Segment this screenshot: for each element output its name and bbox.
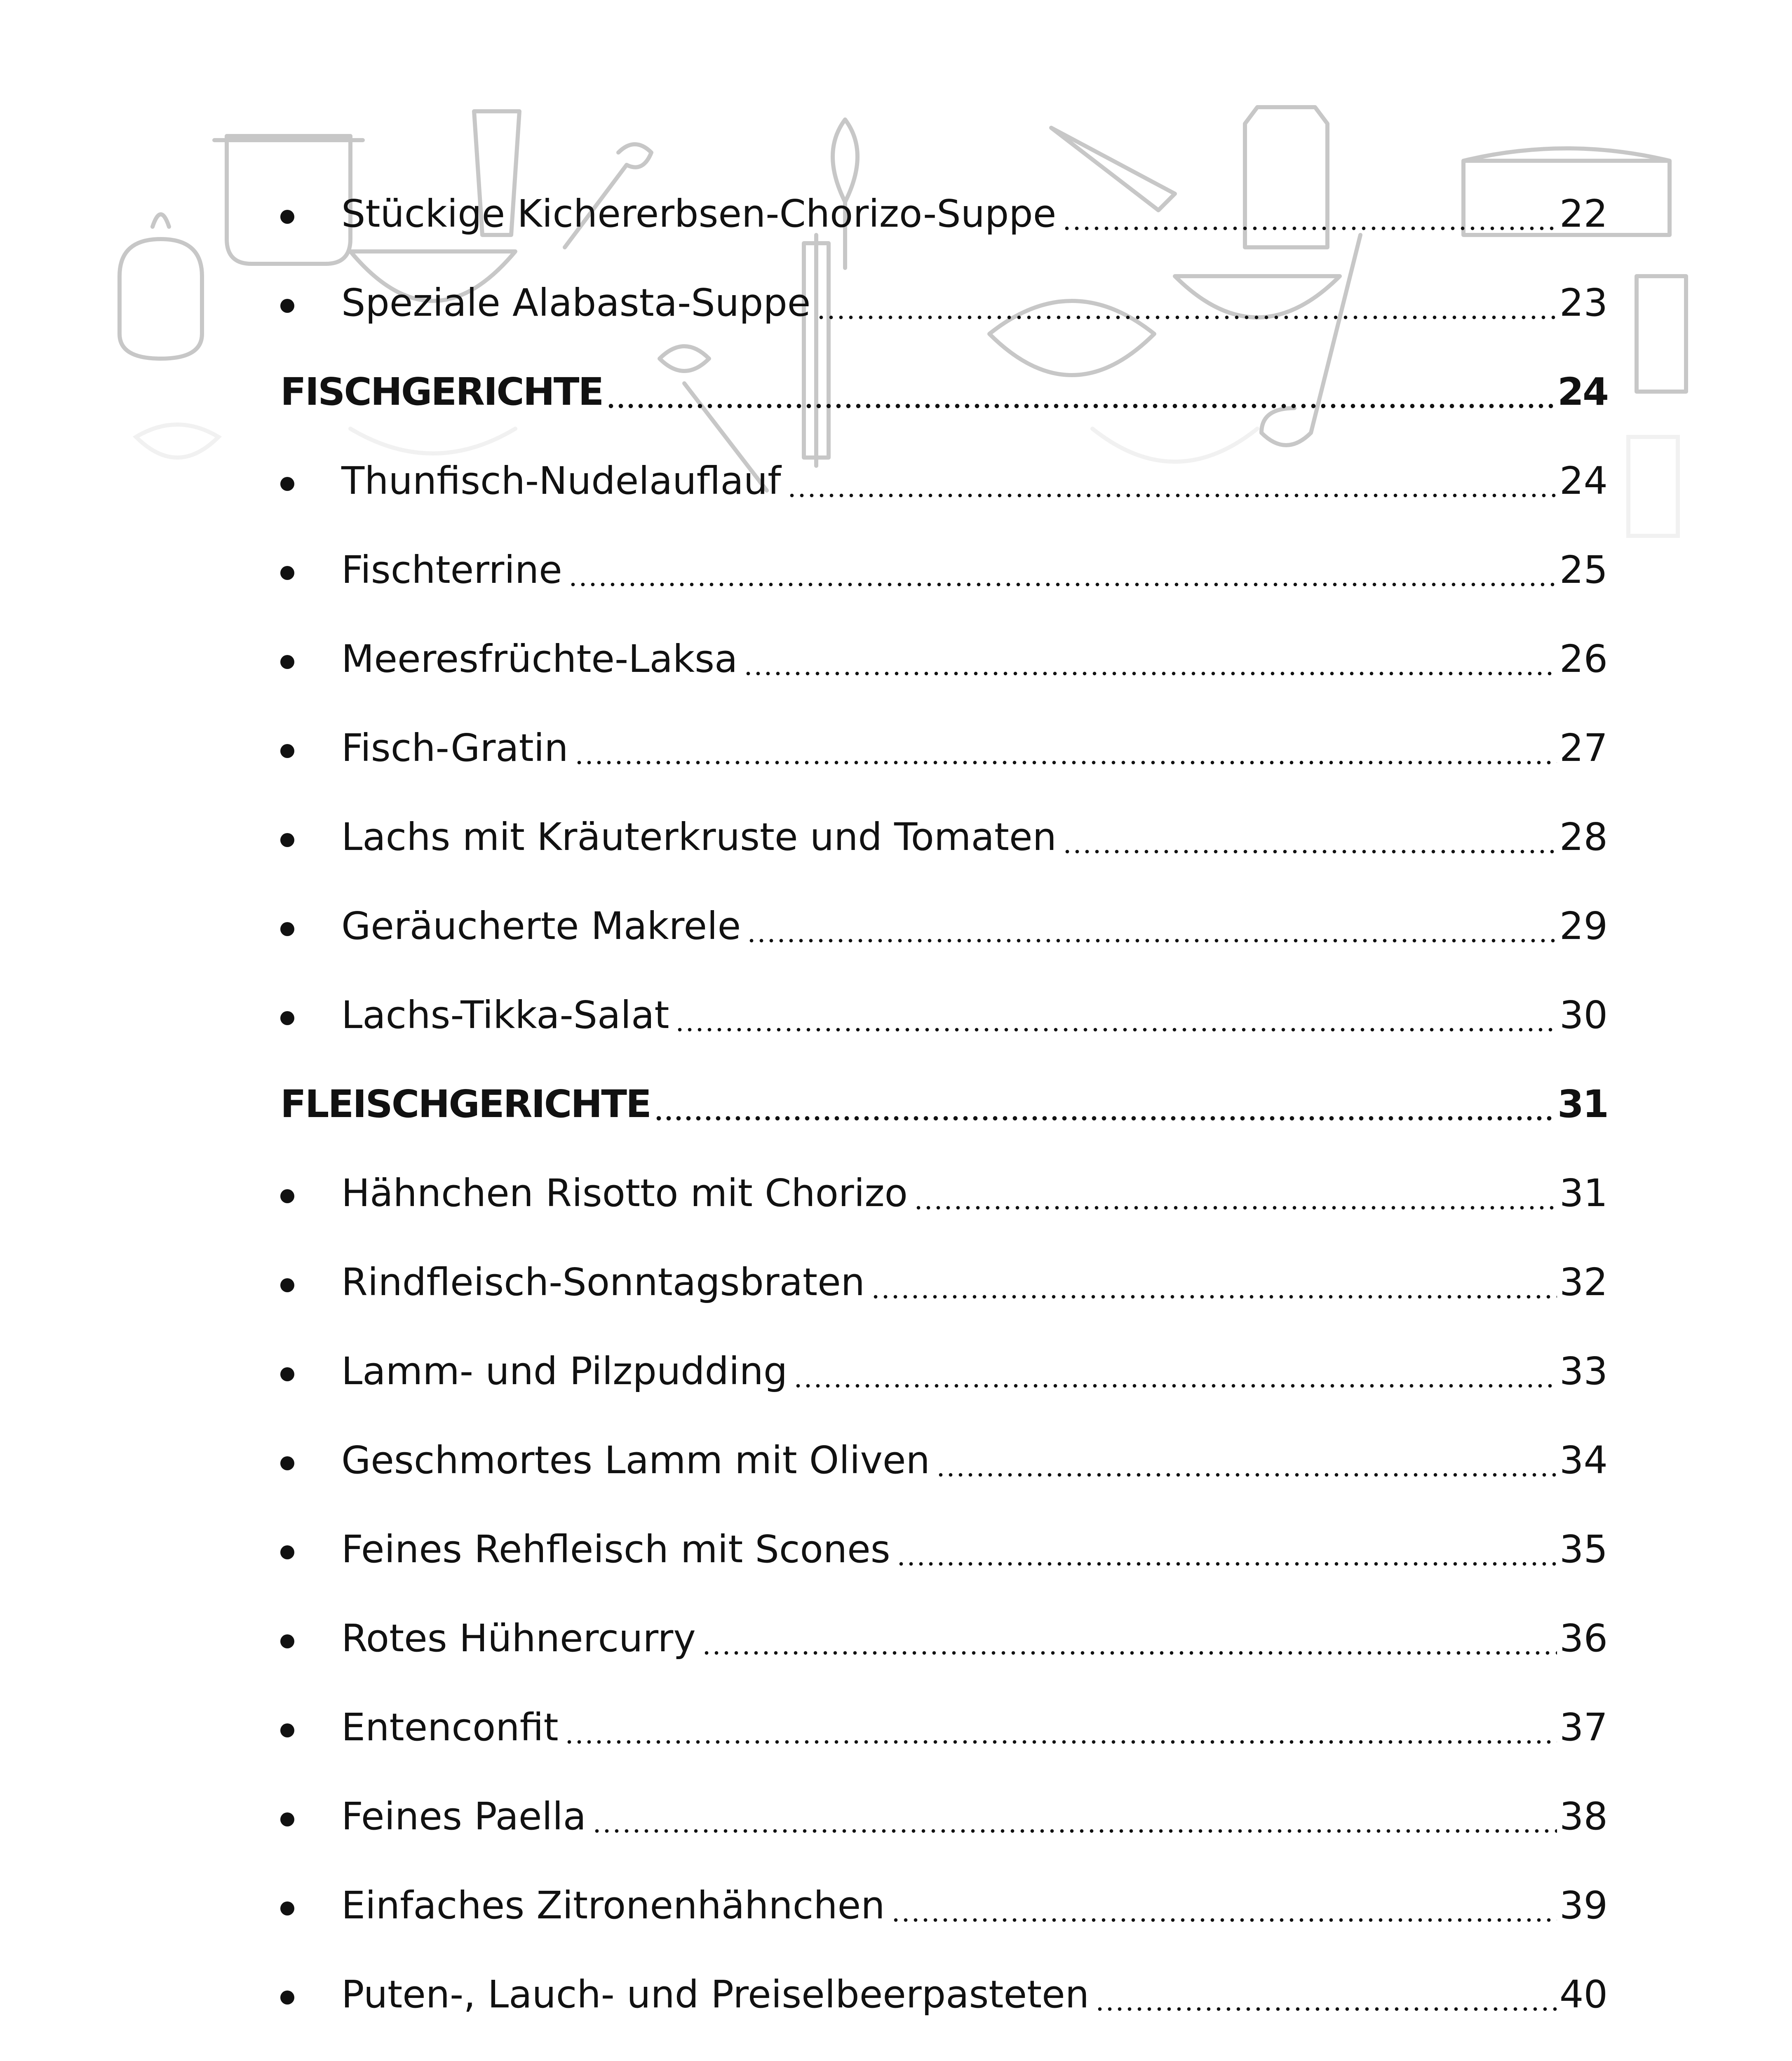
bullet-icon [280,477,294,491]
toc-entry-title: Fisch-Gratin [341,726,568,770]
toc-section-heading[interactable] [280,349,1608,414]
dot-leader [787,462,1557,500]
sugar-pot-icon [120,214,202,359]
toc-entry-page: 23 [1559,281,1608,325]
toc-entry-title: Einfaches Zitronenhähnchen [341,1883,885,1927]
grater-icon [1637,276,1686,392]
bullet-icon [280,566,294,580]
toc-entry[interactable] [280,527,1608,592]
bullet-icon [280,299,294,313]
toc-entry[interactable] [280,883,1608,948]
bullet-icon [280,1456,294,1470]
toc-entry-title: Feines Rehfleisch mit Scones [341,1527,890,1571]
toc-entry-title: Fischterrine [341,548,562,592]
toc-section-heading[interactable] [280,1061,1608,1126]
toc-entry-title: Stückige Kichererbsen-Chorizo-Suppe [341,192,1057,236]
toc-entry[interactable] [280,1239,1608,1304]
toc-entry-title: Entenconfit [341,1705,559,1749]
toc-entry-page: 24 [1559,459,1608,503]
toc-entry[interactable] [280,1329,1608,1393]
toc-entry-title: Feines Paella [341,1794,586,1838]
dot-leader [568,551,1557,589]
bullet-icon [280,744,294,758]
toc-entry-page: 27 [1559,726,1608,770]
bullet-icon [280,833,294,847]
dot-leader [1095,1976,1557,2014]
bullet-icon [280,1545,294,1559]
bullet-icon [280,1367,294,1381]
bullet-icon [280,655,294,669]
toc-entry-title: Geschmortes Lamm mit Oliven [341,1438,930,1482]
bullet-icon [280,1723,294,1737]
toc-section-title: FLEISCHGERICHTE [280,1082,651,1126]
toc-entry[interactable] [280,438,1608,503]
toc-entry-title: Puten-, Lauch- und Preiselbeerpasteten [341,1972,1090,2016]
dot-leader [747,907,1557,945]
toc-entry-page: 39 [1559,1883,1608,1927]
toc-entry[interactable] [280,1596,1608,1660]
dot-leader [574,729,1557,767]
dot-leader [1062,195,1557,233]
dot-leader [914,1174,1557,1212]
toc-section-page: 24 [1557,370,1608,414]
toc-entry-title: Rotes Hühnercurry [341,1616,696,1660]
toc-entry[interactable] [280,1418,1608,1482]
toc-entry[interactable] [280,1952,1608,2014]
bullet-icon [280,922,294,936]
toc-entry-title: Lachs mit Kräuterkruste und Tomaten [341,815,1057,859]
toc-entry-page: 33 [1559,1349,1608,1393]
toc-entry-title: Lachs-Tikka-Salat [341,993,669,1037]
toc-entry-page: 31 [1559,1171,1608,1215]
dot-leader [871,1263,1557,1301]
dot-leader [936,1441,1557,1479]
bullet-icon [280,1634,294,1648]
toc-entry[interactable] [280,1863,1608,1925]
bullet-icon [280,1901,294,1915]
dot-leader [891,1887,1557,1925]
toc-entry[interactable] [280,1150,1608,1215]
toc-entry-page: 37 [1559,1705,1608,1749]
toc-entry[interactable] [280,1685,1608,1749]
toc-entry[interactable] [280,2041,1608,2061]
bullet-icon [280,1011,294,1025]
toc-entry-page: 30 [1559,993,1608,1037]
toc-entry[interactable] [280,1774,1608,1836]
toc-entry-page: 22 [1559,192,1608,236]
dot-leader [592,1798,1557,1836]
toc-entry[interactable] [280,260,1608,325]
dot-leader [564,1709,1557,1746]
toc-entry-page: 36 [1559,1616,1608,1660]
toc-entry-page: 38 [1559,1794,1608,1838]
dot-leader [816,284,1557,322]
toc-entry-title: Thunfisch-Nudelauflauf [341,459,781,503]
toc-entry-page: 32 [1559,1260,1608,1304]
bullet-icon [280,1991,294,2005]
toc-entry-title: Rindfleisch-Sonntagsbraten [341,1260,865,1304]
bullet-icon [280,210,294,224]
toc-entry[interactable] [280,616,1608,681]
toc-entry-title: Lamm- und Pilzpudding [341,1349,788,1393]
dot-leader [743,640,1557,678]
toc-section-title: FISCHGERICHTE [280,370,603,414]
bullet-icon [280,1189,294,1203]
toc-entry-page: 40 [1559,1972,1608,2016]
dot-leader [654,1085,1555,1123]
toc-entry[interactable] [280,972,1608,1037]
dot-leader [606,373,1555,411]
toc-entry[interactable] [280,794,1608,859]
toc-entry-page: 26 [1559,637,1608,681]
dot-leader [896,1530,1557,1568]
toc-entry-page: 34 [1559,1438,1608,1482]
toc-entry-page: 35 [1559,1527,1608,1571]
toc-entry[interactable] [280,171,1608,236]
dot-leader [675,996,1557,1034]
toc-entry-page: 28 [1559,815,1608,859]
toc-entry-title: Hähnchen Risotto mit Chorizo [341,1171,908,1215]
dot-leader [793,1352,1557,1390]
toc-entry-page: 29 [1559,904,1608,948]
toc-entry-title: Geräucherte Makrele [341,904,741,948]
toc-section-page: 31 [1557,1082,1608,1126]
bullet-icon [280,1812,294,1826]
toc-entry[interactable] [280,705,1608,770]
dot-leader [702,1620,1557,1657]
toc-entry-title: Speziale Alabasta-Suppe [341,281,811,325]
toc-entry[interactable] [280,1507,1608,1571]
toc-entry-page: 25 [1559,548,1608,592]
toc-entry-title: Meeresfrüchte-Laksa [341,637,738,681]
bullet-icon [280,1278,294,1292]
dot-leader [1062,818,1557,856]
